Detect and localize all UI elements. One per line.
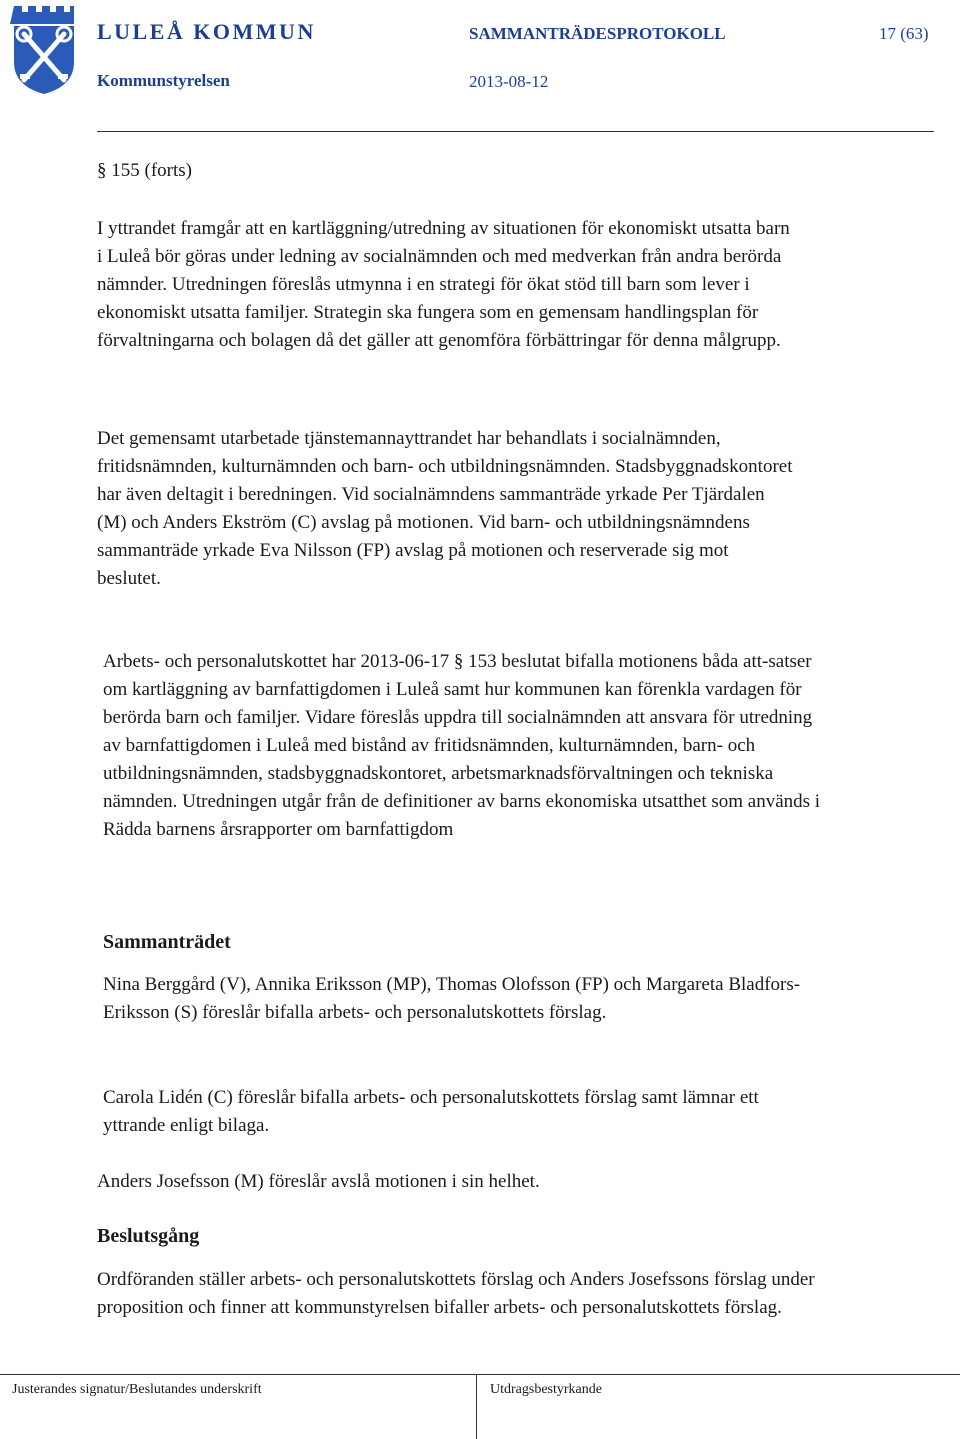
- paragraph-committee-decision: Arbets- och personalutskottet har 2013-06-17 § 153 beslutat bifalla motionens båda att-satser om kartläggning av barnfattigdomen i Luleå samt hur kommunen kan förenkla vardagen för berörda barn och familjer. Vidare föreslås uppdra till socialnämnden att ansvara för utredning av barnfattigdomen i Luleå med bistånd av fritidsnämnden, kulturnämnden, barn- och utbildningsnämnden, stadsbyggnadskontoret, arbetsmarknadsförvaltningen och tekniska nämnden. Utredningen utgår från de definitioner av barns ekonomiska utsatthet som används i Rädda barnens årsrapporter om barnfattigdom: [103, 651, 821, 840]
- department-name: Kommunstyrelsen: [97, 71, 230, 90]
- heading-meeting: Sammanträdet: [103, 931, 231, 953]
- paragraph-proposal-2: Carola Lidén (C) föreslår bifalla arbets- och personalutskottets förslag samt lämnar ett yttrande enligt bilaga.: [103, 1087, 759, 1136]
- section-reference: § 155 (forts): [97, 160, 192, 181]
- organization-name: LULEÅ KOMMUN: [97, 19, 316, 44]
- heading-decision: Beslutsgång: [97, 1225, 200, 1247]
- document-type: SAMMANTRÄDESPROTOKOLL: [469, 24, 726, 43]
- municipality-logo: [10, 2, 78, 96]
- footer-signature-label: Justerandes signatur/Beslutandes underskrift: [12, 1382, 262, 1397]
- paragraph-proposal-1: Nina Berggård (V), Annika Eriksson (MP), Thomas Olofsson (FP) och Margareta Bladfors-Eriksson (S) föreslår bifalla arbets- och personalutskottets förslag.: [103, 974, 801, 1023]
- paragraph-statement: I yttrandet framgår att en kartläggning/utredning av situationen för ekonomiskt utsatta barn i Luleå bör göras under ledning av socialnämnden och med medverkan från andra berörda nämnder. Utredningen föreslås utmynna i en strategi för ökat stöd till barn som lever i ekonomiskt utsatta familjer. Strategin ska fungera som en gemensam handlingsplan för förvaltningarna och bolagen då det gäller att genomföra förbättringar för denna målgrupp.: [97, 218, 790, 351]
- footer-divider: [0, 1374, 960, 1375]
- footer-certification-label: Utdragsbestyrkande: [490, 1382, 602, 1397]
- footer-column-divider: [476, 1374, 477, 1439]
- paragraph-proposal-3: Anders Josefsson (M) föreslår avslå motionen i sin helhet.: [97, 1171, 540, 1192]
- header-divider: [97, 131, 934, 132]
- paragraph-decision: Ordföranden ställer arbets- och personalutskottets förslag och Anders Josefssons förslag under proposition och finner att kommunstyrelsen bifaller arbets- och personalutskottets förslag.: [97, 1269, 815, 1318]
- page-number: 17 (63): [879, 24, 929, 43]
- paragraph-review: Det gemensamt utarbetade tjänstemannayttrandet har behandlats i socialnämnden, fritidsnämnden, kulturnämnden och barn- och utbildningsnämnden. Stadsbyggnadskontoret har även deltagit i beredningen. Vid socialnämndens sammanträde yrkade Per Tjärdalen (M) och Anders Ekström (C) avslag på motionen. Vid barn- och utbildningsnämndens sammanträde yrkade Eva Nilsson (FP) avslag på motionen och reserverade sig mot beslutet.: [97, 428, 793, 589]
- document-date: 2013-08-12: [469, 72, 549, 91]
